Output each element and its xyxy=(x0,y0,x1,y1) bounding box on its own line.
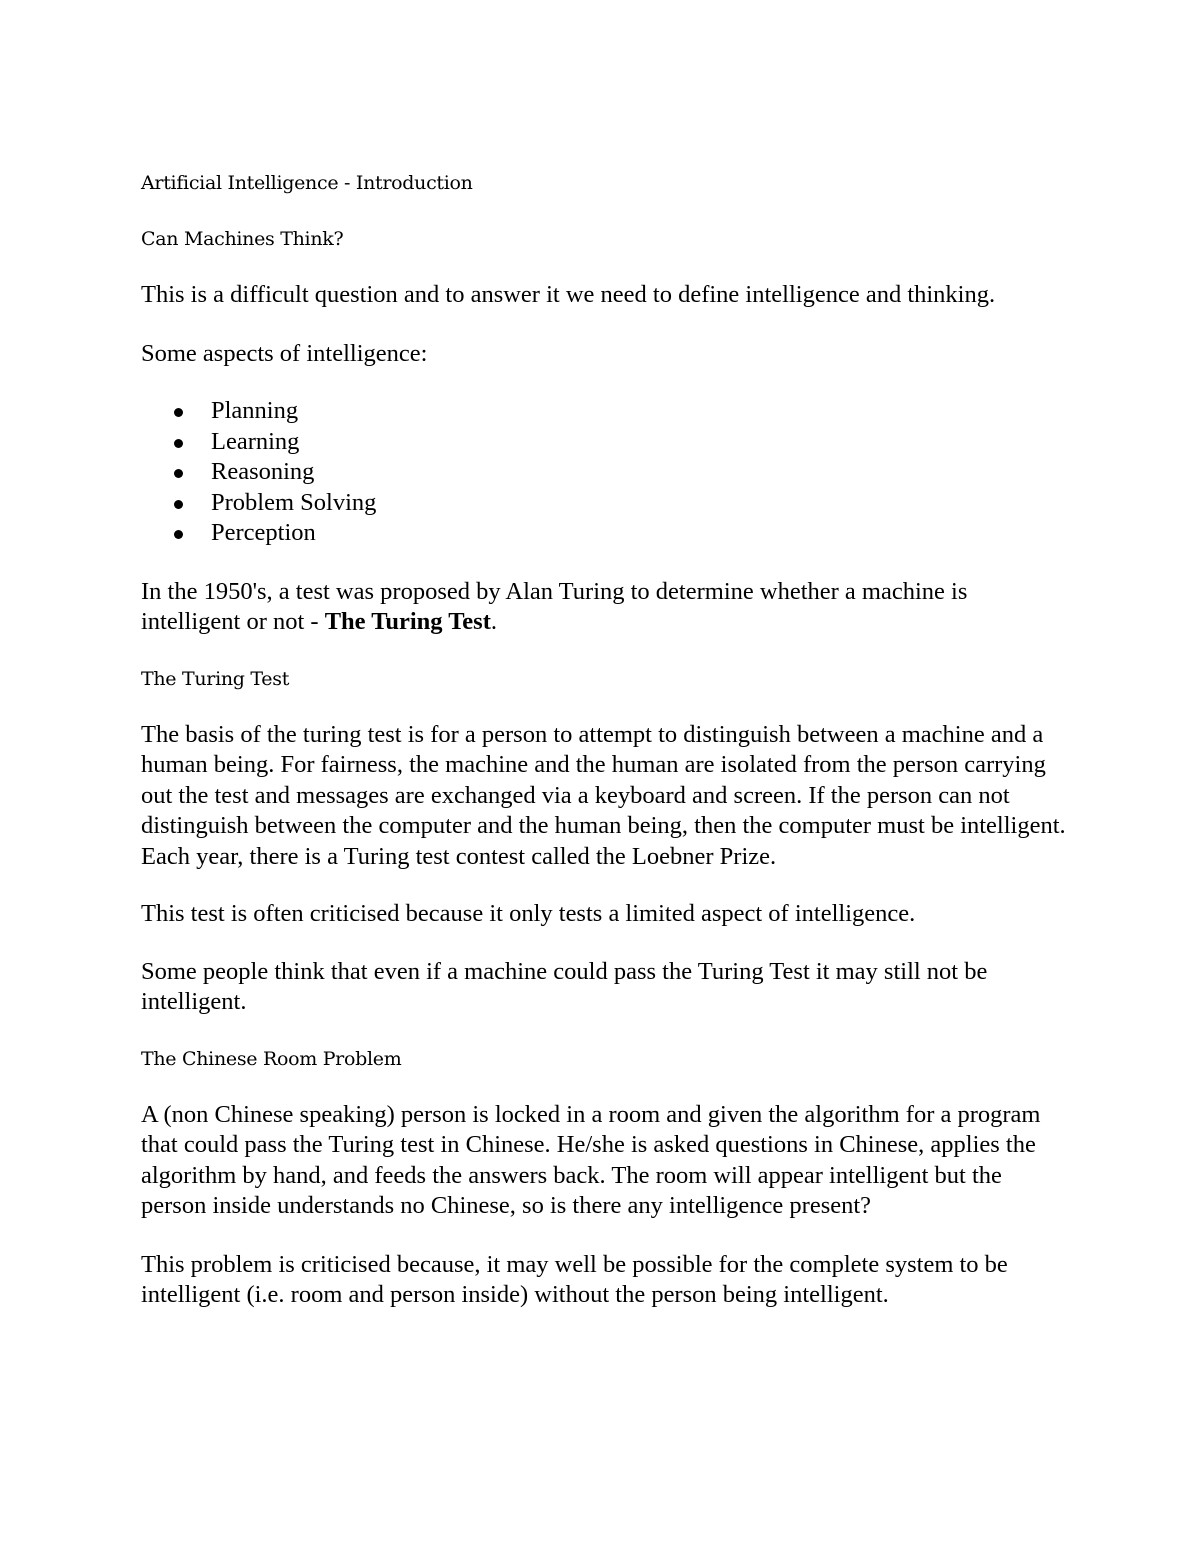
list-item-label: Problem Solving xyxy=(211,488,377,516)
list-item xyxy=(141,518,1066,549)
list-item-label: Learning xyxy=(211,427,300,455)
document-title: Artificial Intelligence - Introduction xyxy=(141,172,473,194)
document-page xyxy=(141,168,1066,1311)
list-item-label: Perception xyxy=(211,519,316,546)
list-item-label: Planning xyxy=(211,397,299,424)
chinese-room-criticism: This problem is criticised because, it may well be possible for the complete system to be intelligent (i.e. room and person inside) without the person being intelligent. xyxy=(141,1250,1008,1308)
criticism-paragraph-1: This test is often criticised because it only tests a limited aspect of intelligence. xyxy=(141,900,916,927)
list-item-label: Reasoning xyxy=(211,458,315,485)
turing-intro-paragraph xyxy=(141,577,1066,638)
aspects-list xyxy=(141,396,1066,549)
intro-paragraph: This is a difficult question and to answer it we need to define intelligence and thinking. xyxy=(141,281,996,308)
turing-test-emphasis: The Turing Test xyxy=(324,608,491,635)
aspects-intro: Some aspects of intelligence: xyxy=(141,339,428,367)
criticism-paragraph-2: Some people think that even if a machine could pass the Turing Test it may still not be intelligent. xyxy=(141,957,988,1015)
bullet-icon xyxy=(174,500,183,509)
list-item xyxy=(141,396,1066,427)
list-item xyxy=(141,457,1066,488)
bullet-icon xyxy=(174,439,183,448)
turing-intro-text: In the 1950's, a test was proposed by Alan Turing to determine whether a machine is intelligent or not - xyxy=(141,577,968,635)
bullet-icon xyxy=(174,469,183,478)
turing-basis-paragraph: The basis of the turing test is for a person to attempt to distinguish between a machine and a human being. For fairness, the machine and the human are isolated from the person carrying out the test and messages are exchanged via a keyboard and screen. If the person can not distinguish between the computer and the human being, then the computer must be intelligent. Each year, there is a Turing test contest called the Loebner Prize. xyxy=(141,720,1066,870)
bullet-icon xyxy=(174,530,183,539)
list-item xyxy=(141,488,1066,519)
turing-intro-end: . xyxy=(490,608,497,635)
bullet-icon xyxy=(174,408,183,417)
chinese-room-heading: The Chinese Room Problem xyxy=(141,1047,402,1070)
list-item xyxy=(141,427,1066,458)
chinese-room-paragraph: A (non Chinese speaking) person is locked in a room and given the algorithm for a program that could pass the Turing test in Chinese. He/she is asked questions in Chinese, applies the algorithm by hand, and feeds the answers back. The room will appear intelligent but the person inside understands no Chinese, so is there any intelligence present? xyxy=(141,1100,1041,1219)
turing-heading: The Turing Test xyxy=(141,667,290,690)
question-heading: Can Machines Think? xyxy=(141,228,344,250)
